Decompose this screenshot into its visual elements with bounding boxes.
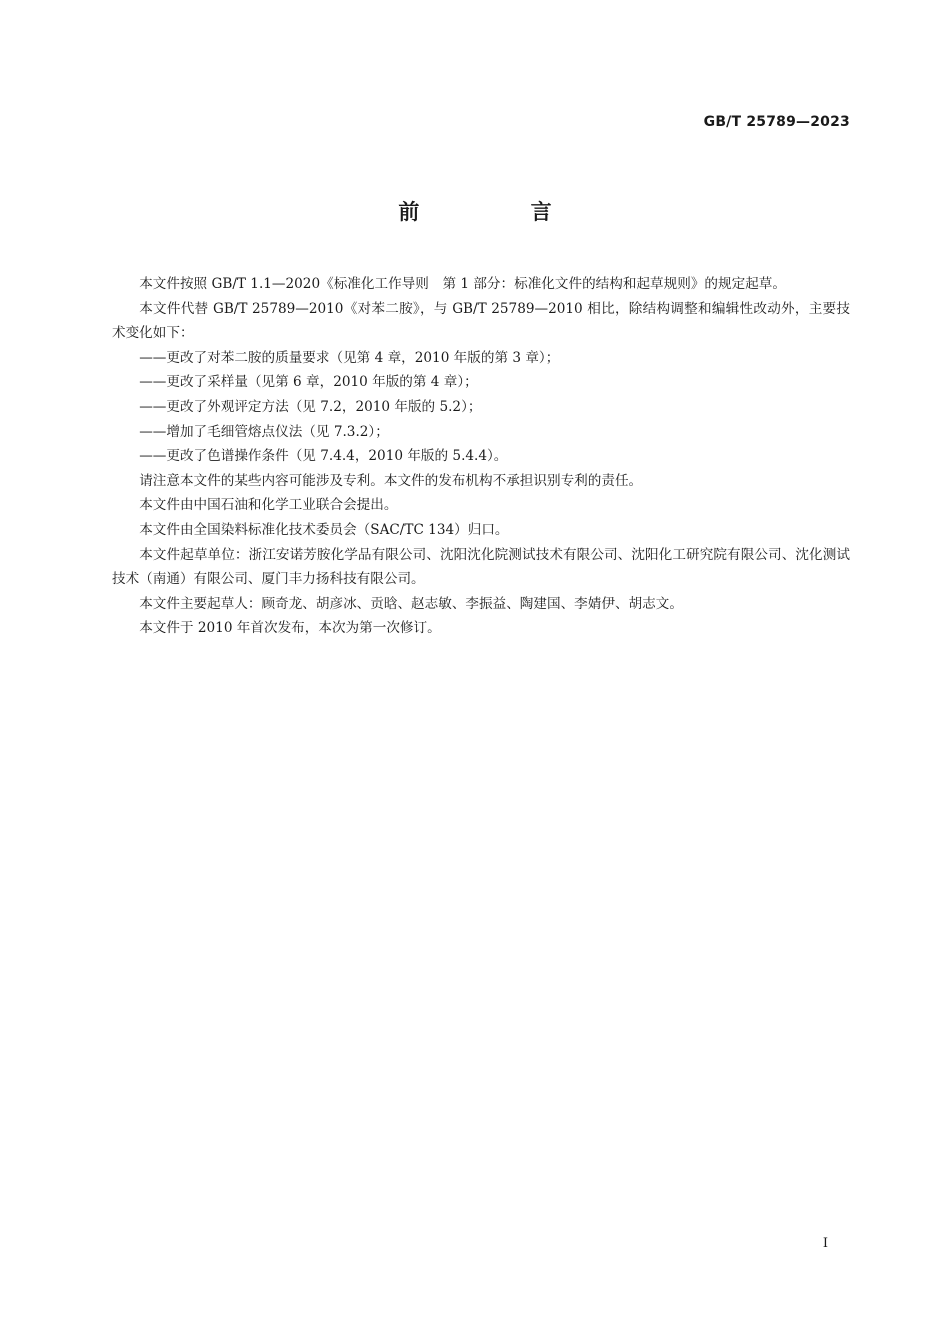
paragraph: 本文件按照 GB/T 1.1—2020《标准化工作导则 第 1 部分：标准化文件的结构和起草规则》的规定起草。 [139,276,786,292]
change-list-item: ——更改了采样量（见第 6 章，2010 年版的第 4 章）； [139,374,478,391]
page-title: 前 言 [398,200,604,224]
standard-code: GB/T 25789—2023 [703,114,850,130]
paragraph: 本文件由中国石油和化学工业联合会提出。 [139,497,398,514]
change-list-item: ——更改了外观评定方法（见 7.2，2010 年版的 5.2）； [139,398,482,415]
change-list-item: ——更改了色谱操作条件（见 7.4.4，2010 年版的 5.4.4）。 [139,448,508,465]
page-number: I [822,1236,828,1251]
paragraph: 本文件于 2010 年首次发布，本次为第一次修订。 [139,620,441,637]
paragraph: 请注意本文件的某些内容可能涉及专利。本文件的发布机构不承担识别专利的责任。 [139,472,643,489]
change-list-item: ——更改了对苯二胺的质量要求（见第 4 章，2010 年版的第 3 章）； [139,349,560,366]
paragraph: 本文件起草单位：浙江安诺芳胺化学品有限公司、沈阳沈化院测试技术有限公司、沈阳化工研究院有限公司、沈化测试技术（南通）有限公司、厦门丰力扬科技有限公司。 [112,546,850,588]
paragraph: 本文件主要起草人：顾奇龙、胡彦冰、贡晗、赵志敏、李振益、陶建国、李婧伊、胡志文。 [139,595,683,612]
change-list-item: ——增加了毛细管熔点仪法（见 7.3.2）； [139,423,389,440]
foreword-body [112,272,850,641]
paragraph: 本文件由全国染料标准化技术委员会（SAC/TC 134）归口。 [139,521,509,538]
paragraph: 本文件代替 GB/T 25789—2010《对苯二胺》，与 GB/T 25789—2010 相比，除结构调整和编辑性改动外，主要技术变化如下： [112,300,850,342]
